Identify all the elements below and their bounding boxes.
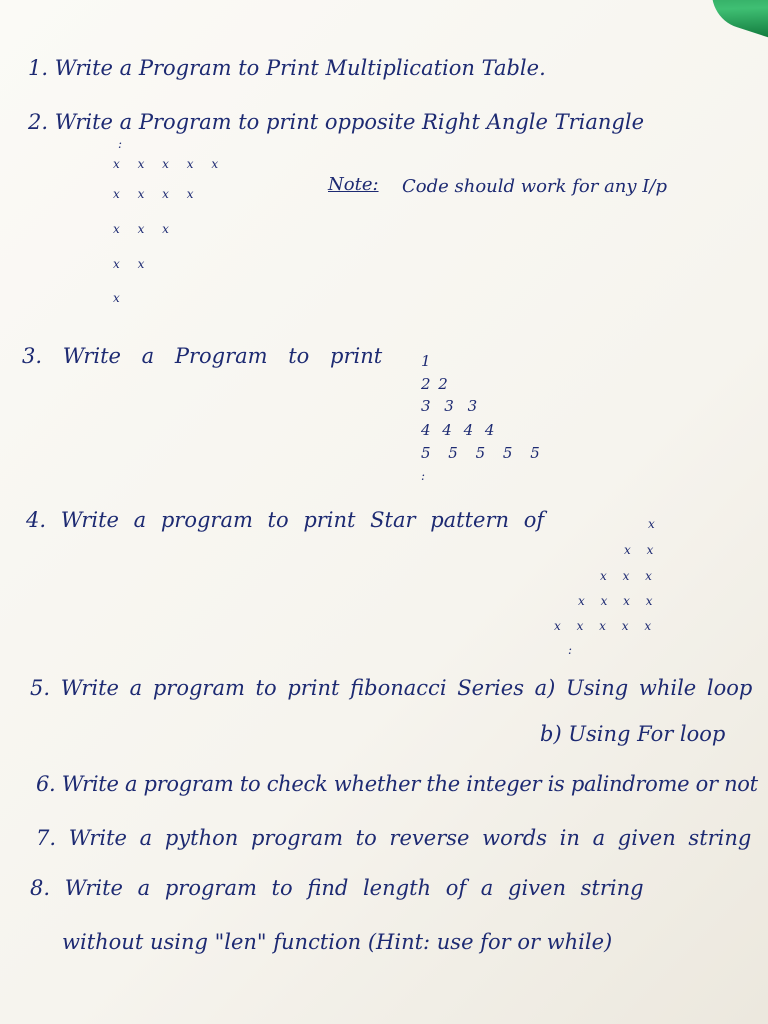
question-5-part-b: b) Using For loop — [540, 722, 726, 746]
question-3: 3. Write a Program to print — [22, 344, 383, 368]
question-8-line-2: without using "len" function (Hint: use for or while) — [62, 930, 613, 954]
triangle-row-2: x x x x — [113, 187, 194, 201]
star-row-4: x x x x — [578, 594, 653, 608]
triangle-row-5: x — [113, 291, 120, 305]
question-5: 5. Write a program to print fibonacci Series a) Using while loop — [30, 676, 753, 700]
green-pen-tip — [703, 0, 768, 38]
number-row-1: 1 — [421, 352, 431, 370]
number-row-3: 3 3 3 — [421, 397, 478, 415]
triangle-start-dots: : — [118, 137, 123, 151]
number-row-4: 4 4 4 4 — [421, 421, 495, 439]
star-row-5: x x x x x — [554, 619, 652, 633]
note-label — [328, 176, 379, 194]
triangle-row-4: x x — [113, 257, 145, 271]
number-row-5: 5 5 5 5 5 — [421, 444, 540, 462]
note-label-text: Note: — [328, 174, 379, 195]
number-row-2: 2 2 — [421, 375, 448, 393]
note-text: Code should work for any I/p — [402, 176, 667, 197]
question-2: 2. Write a Program to print opposite Right Angle Triangle — [28, 110, 645, 134]
star-end-dots: : — [568, 643, 573, 657]
question-4: 4. Write a program to print Star pattern of — [26, 508, 545, 532]
star-row-3: x x x — [600, 569, 652, 583]
number-end-dots: : — [421, 469, 426, 483]
triangle-row-3: x x x — [113, 222, 169, 236]
star-row-2: x x — [624, 543, 654, 557]
question-8-line-1: 8. Write a program to find length of a given string — [30, 876, 644, 900]
question-6: 6. Write a program to check whether the integer is palindrome or not — [36, 772, 758, 796]
star-row-1: x — [648, 517, 655, 531]
question-1: 1. Write a Program to Print Multiplication Table. — [28, 56, 546, 80]
question-7: 7. Write a python program to reverse words in a given string — [36, 826, 752, 850]
triangle-row-1: x x x x x — [113, 157, 219, 171]
